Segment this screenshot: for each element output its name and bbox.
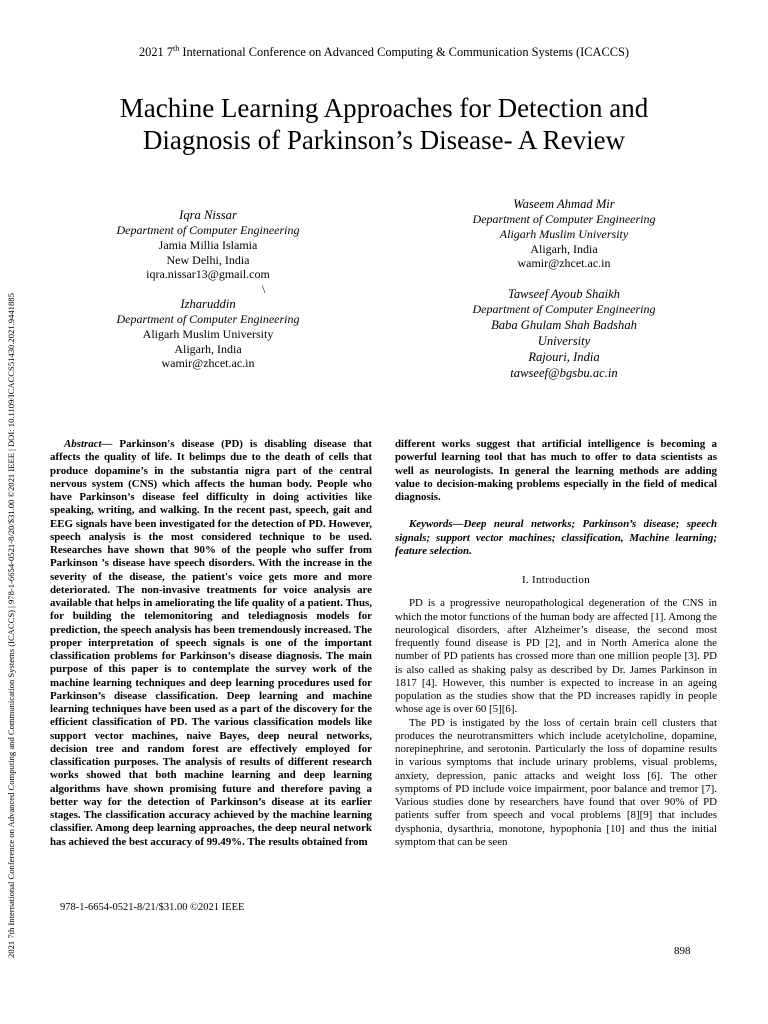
author-block-2 xyxy=(96,296,320,371)
author-name: Izharuddin xyxy=(180,297,236,311)
author-separator: \ xyxy=(262,282,266,296)
author-name: Iqra Nissar xyxy=(179,208,237,222)
author-block-4 xyxy=(446,286,682,381)
author-block-1 xyxy=(96,207,320,282)
author-dept: Department of Computer Engineering xyxy=(116,223,300,237)
author-inst: Aligarh Muslim University xyxy=(142,326,274,341)
author-name: Tawseef Ayoub Shaikh xyxy=(508,287,620,301)
page-number: 898 xyxy=(674,945,691,957)
author-city: Aligarh, India xyxy=(530,241,598,256)
side-doi-note: 2021 7th International Conference on Advanced Computing and Communication Systems (ICACCS) | 978-1-6654-0521-8/20/$31.00 ©2021 IEEE | DOI: 10.1109/ICACCS51430.2021.9441885 xyxy=(6,293,16,958)
author-dept: Department of Computer Engineering xyxy=(116,312,300,326)
right-column xyxy=(395,438,717,849)
author-block-3 xyxy=(446,196,682,271)
copyright-footer: 978-1-6654-0521-8/21/$31.00 ©2021 IEEE xyxy=(60,902,245,913)
author-email: wamir@zhcet.ac.in xyxy=(517,256,611,271)
abstract-continuation: different works suggest that artificial intelligence is becoming a powerful learning tool that has much to offer to data scientists as well as neurologists. In general the learning methods are adding value to decision-making problems especially in the field of medical diagnosis. xyxy=(395,438,717,503)
author-name: Waseem Ahmad Mir xyxy=(513,197,615,211)
conference-header: 2021 7th International Conference on Advanced Computing & Communication Systems (ICACCS) xyxy=(138,44,630,60)
abstract xyxy=(50,438,372,849)
author-city: New Delhi, India xyxy=(166,252,250,267)
intro-paragraph-2: The PD is instigated by the loss of certain brain cell clusters that produces the neurotransmitters which include acetylcholine, dopamine, norepinephrine, and serotonin. Particularly the loss of dopamine results in various symptoms that include urinary problems, visual problems, anxiety, depression, panic attacks and weight loss [6]. The other symptoms of PD include voice impairment, poor balance and tremor [7]. Various studies done by researchers have found that over 90% of PD patients suffer from speech and vocal problems [8][9] that includes dysphonia, dysarthria, monotone, hypophonia [10] and thus the initial symptom that can be seen xyxy=(395,716,717,848)
author-city: Aligarh, India xyxy=(174,341,242,356)
author-inst: Jamia Millia Islamia xyxy=(158,237,258,252)
author-dept: Department of Computer Engineering xyxy=(472,302,656,316)
author-city: Rajouri, India xyxy=(528,349,600,364)
author-inst: Aligarh Muslim University xyxy=(499,226,629,241)
title-line-2: Diagnosis of Parkinson’s Disease- A Review xyxy=(142,125,626,155)
author-inst-cont: University xyxy=(537,333,591,348)
title-line-1: Machine Learning Approaches for Detection and xyxy=(119,93,649,123)
intro-paragraph-1: PD is a progressive neuropathological degeneration of the CNS in which the motor functions of the human body are affected [1]. Among the neurological disorders, after Alzheimer’s disease, the second most frequently found disease is PD [2], and in North America alone the number of PD patients has crossed more than one million people [3]. PD is also called as shaking palsy as described by Dr. James Parkinson in 1817 [4]. However, this number is expected to increase in an ageing population as the studies show that the PD increases rapidly in people whose age is over 60 [5][6]. xyxy=(395,597,717,716)
left-column xyxy=(50,438,372,849)
section-heading: I. Introduction xyxy=(521,574,591,586)
author-inst: Baba Ghulam Shah Badshah xyxy=(491,317,637,332)
author-dept: Department of Computer Engineering xyxy=(472,212,656,226)
author-email: tawseef@bgsbu.ac.in xyxy=(510,365,618,380)
author-email: iqra.nissar13@gmail.com xyxy=(146,267,270,282)
paper-title xyxy=(44,92,724,156)
abstract-label: Abstract— xyxy=(64,438,113,450)
abstract-text: Parkinson's disease (PD) is disabling disease that affects the quality of life. It belimps due to the death of cells that produce dopamine’s in the substantia nigra part of the central nervous system (CNS) which affects the human body. People who have Parkinson’s disease feel difficulty in doing activities like speaking, writing, and walking. In the recent past, speech, gait and EEG signals have been investigated for the detection of PD. However, speech analysis is the most considered technique to be used. Researches have shown that 90% of the people who suffer from Parkinson ’s disease have speech disorders. With the increase in the severity of the disease, the patient's voice gets more and more deteriorated. The non-invasive treatments for voice analysis are available that helps in ameliorating the life quality of a patient. Thus, for building the telemonitoring and telediagnosis models for prediction, the speech analysis has been tremendously increased. The proper interpretation of speech signals is one of the important classification problems for Parkinson’s disease diagnosis. The main purpose of this paper is to contemplate the survey work of the machine learning techniques and deep learning procedures used for Parkinson’s disease classification. Deep learning and machine learning techniques have been used as a part of the discovery for the efficient classification of PD. The various classification models like support vector machines, naive Bayes, deep neural networks, decision tree and random forest are effectively employed for classification purposes. The analysis of results of different research works showed that both machine learning and deep learning algorithms have shown promising future and therefore paving a better way for the detection of Parkinson’s disease at its earlier stages. The classification accuracy achieved by the machine learning classifier. Among deep learning approaches, the deep neural network has achieved the best accuracy of 99.49%. The results obtained from xyxy=(50,438,372,848)
keywords: Keywords—Deep neural networks; Parkinson’s disease; speech signals; support vector machines; classification, Machine learning; feature selection. xyxy=(395,518,717,557)
author-email: wamir@zhcet.ac.in xyxy=(161,356,255,371)
